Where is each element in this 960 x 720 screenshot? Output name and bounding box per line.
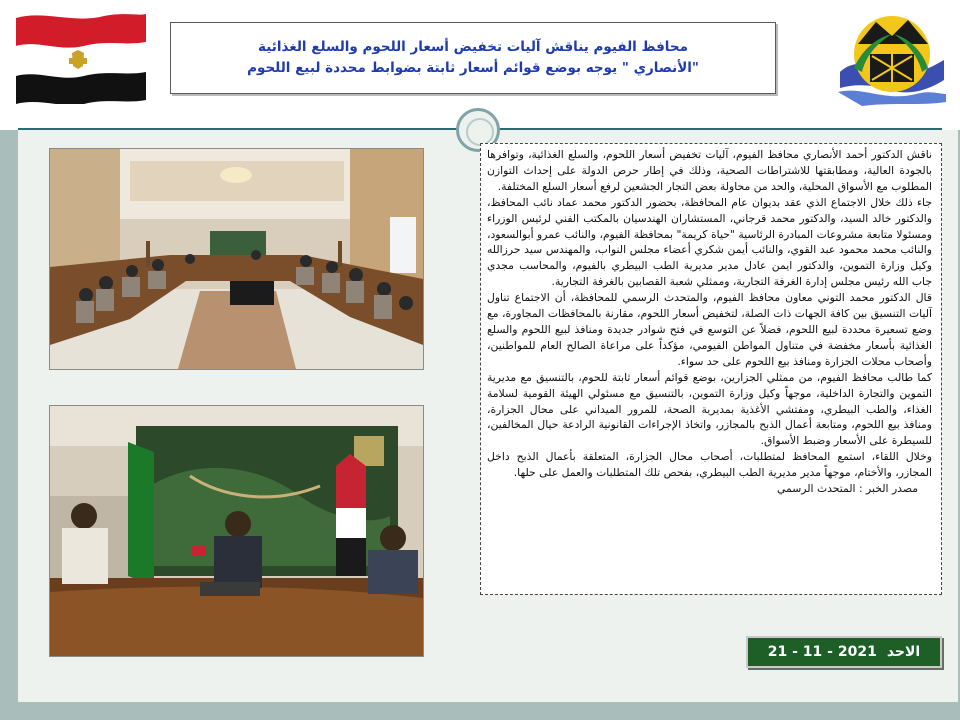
news-title-box — [170, 22, 776, 94]
article-paragraph: كما طالب محافظ الفيوم، من ممثلي الجزارين، بوضع قوائم أسعار ثابتة للحوم، بالتنسيق مع مديرية التموين والتجارة الداخلية، موجهاً وكيل وزارة التموين، بالتنسيق مع مسئولي الهيئة القومية لسلامة الغذاء، والطب البيطري، ومفتشي الأغذية بمديرية الصحة، للمرور الميداني على محال الجزارة، ومنافذ بيع اللحوم، ومتابعة أعمال الذبح بالمجازر، واتخاذ الإجراءات القانونية الرادعة حيال المخالفين، للسيطرة على الأسعار وضبط الأسواق. — [487, 370, 932, 448]
meeting-photo-1 — [49, 148, 424, 370]
article-paragraph: جاء ذلك خلال الاجتماع الذي عقد بديوان عام المحافظة، بحضور الدكتور محمد عماد نائب المحافظ، والدكتور خالد السيد، والدكتور محمد قرجاني، المستشاران الهندسيان بالمكتب الفني لرئيس الوزراء ومسئولا متابعة مشروعات المبادرة الرئاسية "حياة كريمة" بمحافظة الفيوم، والنائب عمرو أبوالسعود، والنائب محمد محمود عبد القوي، والنائب أيمن شكري أعضاء مجلس النواب، والمهندس سيد حرزالله وكيل وزارة التموين، والدكتور ايمن عادل مدير مديرية الطب البيطري بالفيوم، والمحاسب مجدي جاب الله رئيس مجلس إدارة الغرفة التجارية، وممثلي شعبة القصابين بالغرفة التجارية. — [487, 195, 932, 289]
headline-primary: محافظ الفيوم يناقش آليات تخفيض أسعار اللحوم والسلع الغذائية — [258, 39, 688, 55]
fayoum-governorate-logo — [832, 10, 950, 108]
date-badge — [746, 636, 942, 668]
date-day: الاحد — [886, 644, 921, 660]
article-paragraph: ناقش الدكتور أحمد الأنصاري محافظ الفيوم، آليات تخفيض أسعار اللحوم، والسلع الغذائية، وتوافرها بالجودة العالية، ومطابقتها للاشتراطات الصحية، وذلك في إطار حرص الدولة على إحداث التوازن المطلوب مع الأسواق المحلية، والحد من محاولة بعض التجار الجشعين لرفع أسعار السلع المختلفة. — [487, 148, 932, 193]
article-paragraph: وخلال اللقاء، استمع المحافظ لمتطلبات، أصحاب محال الجزارة، المتعلقة بأعمال الذبح داخل المجازر، والأختام، موجهاً مدير مديرية الطب البيطري، بفحص تلك المتطلبات والعمل على حلها. — [487, 450, 932, 480]
article-paragraph: قال الدكتور محمد التوني معاون محافظ الفيوم، والمتحدث الرسمي للمحافظة، أن الاجتماع تناول آليات التنسيق بين كافة الجهات ذات الصلة، لتخفيض أسعار اللحوم، مقارنة بالمحافظات المجاورة، مع وضع تسعيرة محددة لبيع اللحوم، فضلاً عن التوسع في فتح شوادر جديدة ومنافذ لبيع اللحوم والسلع الغذائية بأسعار مخفضة في متناول المواطن الفيومي، مؤكداً على مراعاة الصالح العام للمواطنين، وأصحاب محلات الجزارة ومنافذ بيع اللحوم على حد سواء. — [487, 291, 932, 368]
egypt-flag-icon — [14, 10, 148, 104]
headline-secondary: "الأنصاري " يوجه بوضع قوائم أسعار ثابتة بضوابط محددة لبيع اللحوم — [247, 60, 699, 76]
article-body — [480, 143, 942, 595]
date-value: 21 - 11 - 2021 — [767, 644, 877, 660]
meeting-photo-2 — [49, 405, 424, 657]
bottom-band — [0, 702, 960, 720]
article-source: مصدر الخبر : المتحدث الرسمي — [777, 482, 918, 496]
